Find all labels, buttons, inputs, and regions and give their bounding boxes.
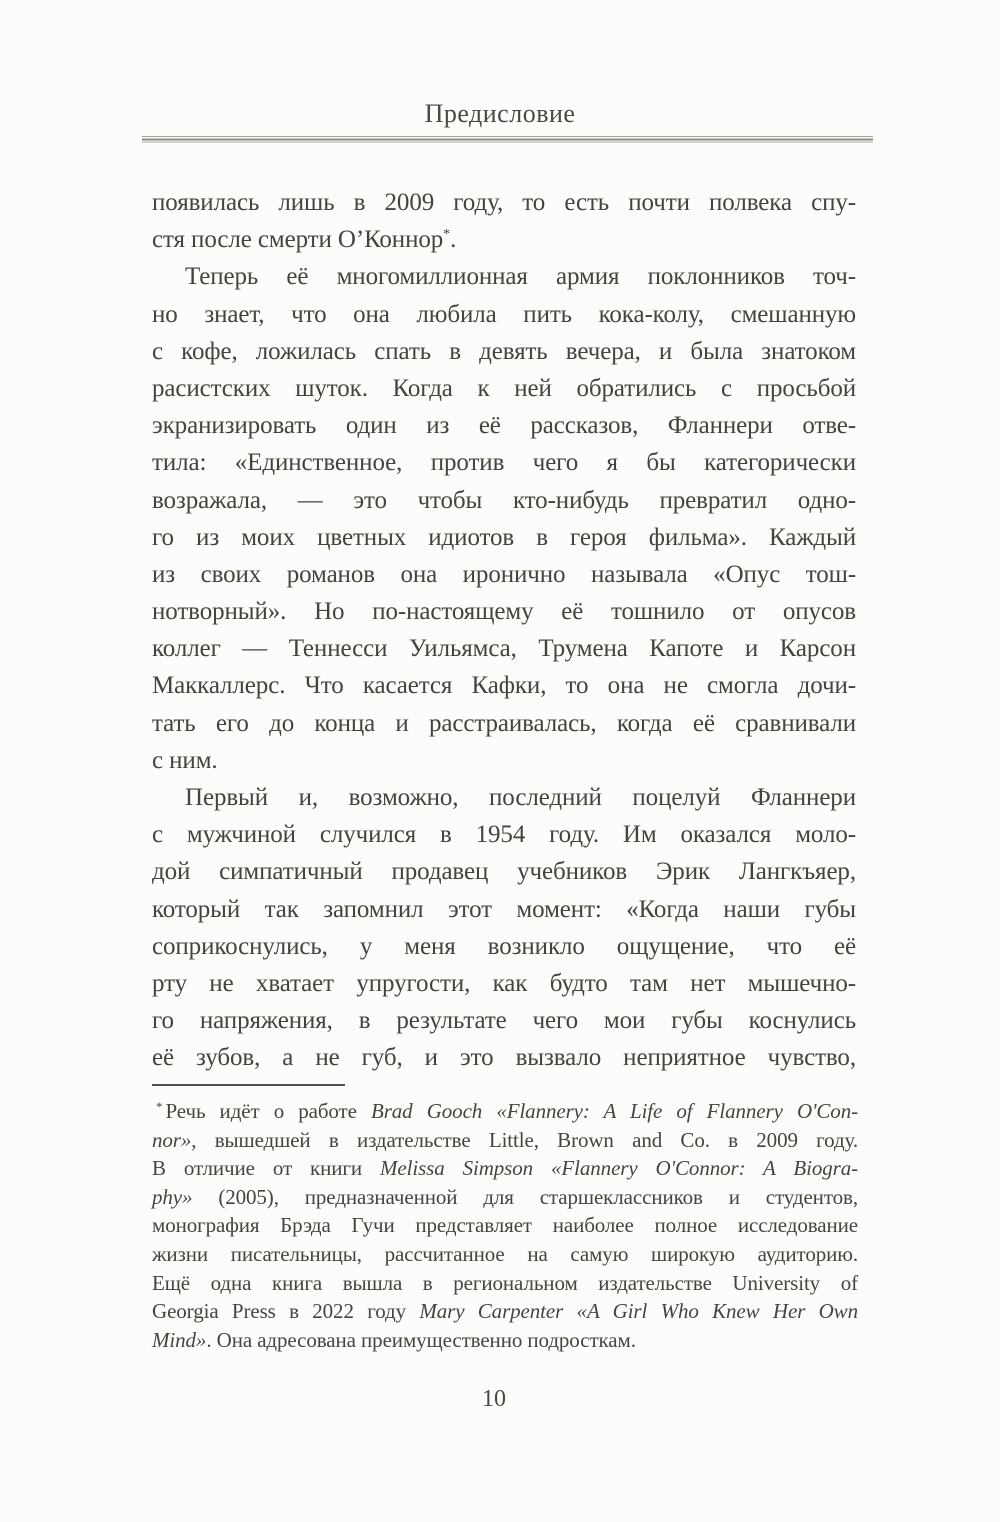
- footnote-line: [152, 1154, 858, 1183]
- body-line: рту не хватает упругости, как будто там нет мышечно-: [152, 969, 856, 997]
- body-line: нотворный». Но по-настоящему её тошнило от опусов: [152, 598, 856, 626]
- footnote-line: [152, 1183, 858, 1212]
- footnote-separator-rule: [152, 1084, 345, 1086]
- footnote-text: . Она адресована преимущественно подросткам.: [206, 1327, 636, 1352]
- footnote-line: жизни писательницы, рассчитанное на самую широкую аудиторию.: [152, 1241, 858, 1266]
- header-double-rule: [142, 136, 873, 143]
- page-number: 10: [482, 1386, 506, 1412]
- body-line: го из моих цветных идиотов в героя фильма». Каждый: [152, 523, 856, 551]
- footnote-title-italic: Mind»: [152, 1327, 207, 1352]
- footnote-title-italic: Mary Carpenter «A Girl Who Knew Her Own: [419, 1299, 858, 1324]
- body-line: тать его до конца и расстраивалась, когда её сравнивали: [152, 709, 856, 737]
- footnote-text: В отличие от книги: [152, 1156, 380, 1181]
- footnote-line: [152, 1297, 858, 1326]
- body-line: Первый и, возможно, последний поцелуй Фланнери: [185, 784, 856, 811]
- body-line: коллег — Теннесси Уильямса, Трумена Капоте и Карсон: [152, 635, 856, 663]
- footnote-text: Georgia Press в 2022 году: [152, 1299, 420, 1324]
- body-line: тила: «Единственное, против чего я бы категорически: [152, 449, 856, 477]
- footnote-line: [152, 1097, 858, 1126]
- footnote-text: Речь идёт о работе: [165, 1099, 371, 1123]
- footnote-marker: *: [156, 1099, 163, 1114]
- body-line: экранизировать один из её рассказов, Фланнери отве-: [152, 412, 856, 440]
- footnote-reference-mark: *: [443, 227, 451, 243]
- footnote-title-italic: Melissa Simpson «Flannery O'Connor: A Biogra-: [380, 1156, 858, 1181]
- body-line: с кофе, ложилась спать в девять вечера, и была знатоком: [152, 337, 856, 365]
- body-line: с мужчиной случился в 1954 году. Им оказался моло-: [152, 821, 856, 849]
- footnote-line: монография Брэда Гучи представляет наиболее полное исследование: [152, 1213, 858, 1238]
- footnote: [152, 1097, 858, 1354]
- body-line: появилась лишь в 2009 году, то есть почти полвека спу-: [152, 189, 856, 216]
- body-line: с ним.: [152, 746, 218, 774]
- body-line: но знает, что она любила пить кока-колу, смешанную: [152, 300, 856, 328]
- body-line-text: стя после смерти О’Коннор: [152, 226, 444, 254]
- footnote-line: Ещё одна книга вышла в региональном издательстве University of: [152, 1270, 858, 1295]
- body-line: го напряжения, в результате чего мои губы коснулись: [152, 1007, 856, 1035]
- body-line: Маккаллерс. Что касается Кафки, то она не смогла дочи-: [152, 672, 856, 700]
- footnote-title-italic: phy»: [152, 1184, 193, 1209]
- body-line: из своих романов она иронично называла «Опус тош-: [152, 560, 856, 588]
- footnote-title-italic: Brad Gooch «Flannery: A Life of Flannery O'Con-: [370, 1099, 858, 1123]
- body-line-text: .: [450, 226, 457, 254]
- footnote-text: (2005), предназначенной для старшеклассников и студентов,: [192, 1184, 858, 1209]
- body-line: [152, 221, 856, 258]
- body-text: [152, 184, 856, 1077]
- body-line: соприкоснулись, у меня возникло ощущение, что её: [152, 932, 856, 960]
- footnote-line: [152, 1126, 858, 1155]
- body-line: Теперь её многомиллионная армия поклонников точ-: [185, 263, 856, 291]
- body-line: возражала, — это чтобы кто-нибудь превратил одно-: [152, 486, 856, 514]
- body-line: её зубов, а не губ, и это вызвало неприятное чувство,: [152, 1044, 856, 1072]
- body-line: который так запомнил этот момент: «Когда наши губы: [152, 895, 856, 923]
- footnote-title-italic: nor»: [152, 1127, 192, 1152]
- running-head: Предисловие: [424, 99, 576, 128]
- footnote-line: [152, 1326, 858, 1355]
- footnote-text: , вышедшей в издательстве Little, Brown and Co. в 2009 году.: [191, 1127, 858, 1152]
- body-line: расистских шуток. Когда к ней обратились с просьбой: [152, 374, 856, 402]
- body-line: дой симпатичный продавец учебников Эрик Лангкъяер,: [152, 858, 856, 886]
